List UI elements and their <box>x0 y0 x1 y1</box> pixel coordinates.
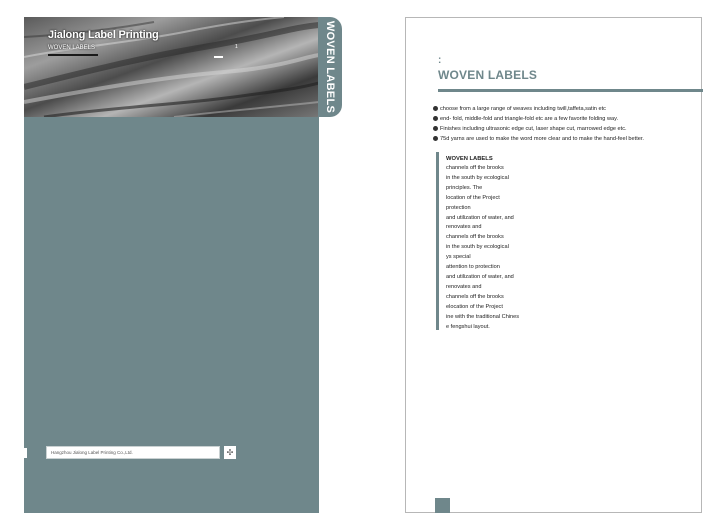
feature-bullet <box>433 124 698 134</box>
description-line: in the south by ecological <box>446 244 509 251</box>
brand-title: Jialong Label Printing <box>48 29 159 41</box>
description-line: ys special <box>446 254 471 261</box>
description-line: channels off the brooks <box>446 234 504 241</box>
brand-underline <box>48 54 98 56</box>
bullet-dot-icon <box>433 126 438 131</box>
brand-subtitle: WOVEN LABELS <box>48 45 96 51</box>
side-tab <box>318 17 342 117</box>
photo-dash <box>214 56 223 58</box>
crosshair-icon: ✣ <box>224 446 236 459</box>
quote-accent-bar <box>436 152 439 330</box>
photo-number: 1 <box>235 44 238 50</box>
description-line: ine with the traditional Chines <box>446 313 520 320</box>
description-line: elocation of the Project <box>446 303 503 310</box>
feature-bullet <box>433 134 698 144</box>
bullet-dot-icon <box>433 116 438 121</box>
description-line: e fengshui layout. <box>446 323 490 330</box>
page-footer-marker <box>435 498 450 513</box>
cover-photo <box>24 17 319 117</box>
description-block <box>446 154 556 332</box>
right-page-panel <box>405 17 702 513</box>
description-line: renovates and <box>446 283 482 290</box>
side-tab-label: WOVEN LABELS <box>324 20 336 114</box>
description-line: channels off the brooks <box>446 165 504 171</box>
title-rule <box>438 89 703 92</box>
feature-bullet-text: 75d yarns are used to make the word more clear and to make the hand-feel better. <box>440 136 644 142</box>
description-line: principles. The <box>446 184 483 191</box>
left-page-panel <box>24 17 319 513</box>
feature-bullet <box>433 114 698 124</box>
description-line: renovates and <box>446 224 482 231</box>
bullet-dot-icon <box>433 106 438 111</box>
description-line: attention to protection <box>446 264 500 271</box>
bullet-dot-icon <box>433 136 438 141</box>
feature-bullet-text: Finishes including ultrasonic edge cut, laser shape cut, marrowed edge etc. <box>440 126 627 132</box>
description-line: and utilization of water, and <box>446 273 514 280</box>
description-line: channels off the brooks <box>446 293 504 300</box>
section-title: WOVEN LABELS <box>438 68 538 82</box>
feature-bullet-text: choose from a large range of weaves including twill,taffeta,satin etc <box>440 106 606 112</box>
description-line: location of the Project <box>446 194 500 201</box>
feature-bullet-list <box>433 104 698 144</box>
description-line: protection <box>446 204 471 211</box>
description-title: WOVEN LABELS <box>446 156 493 162</box>
title-colon: : <box>438 55 442 66</box>
company-name-field: Hangzhou Jialong Label Printing Co.,Ltd. <box>46 446 220 459</box>
feature-bullet-text: end- fold, middle-fold and triangle-fold etc are a few favorite folding way. <box>440 116 619 122</box>
feature-bullet <box>433 104 698 114</box>
description-line: in the south by ecological <box>446 174 509 181</box>
page-edge-mark <box>24 448 27 458</box>
description-line: and utilization of water, and <box>446 214 514 221</box>
